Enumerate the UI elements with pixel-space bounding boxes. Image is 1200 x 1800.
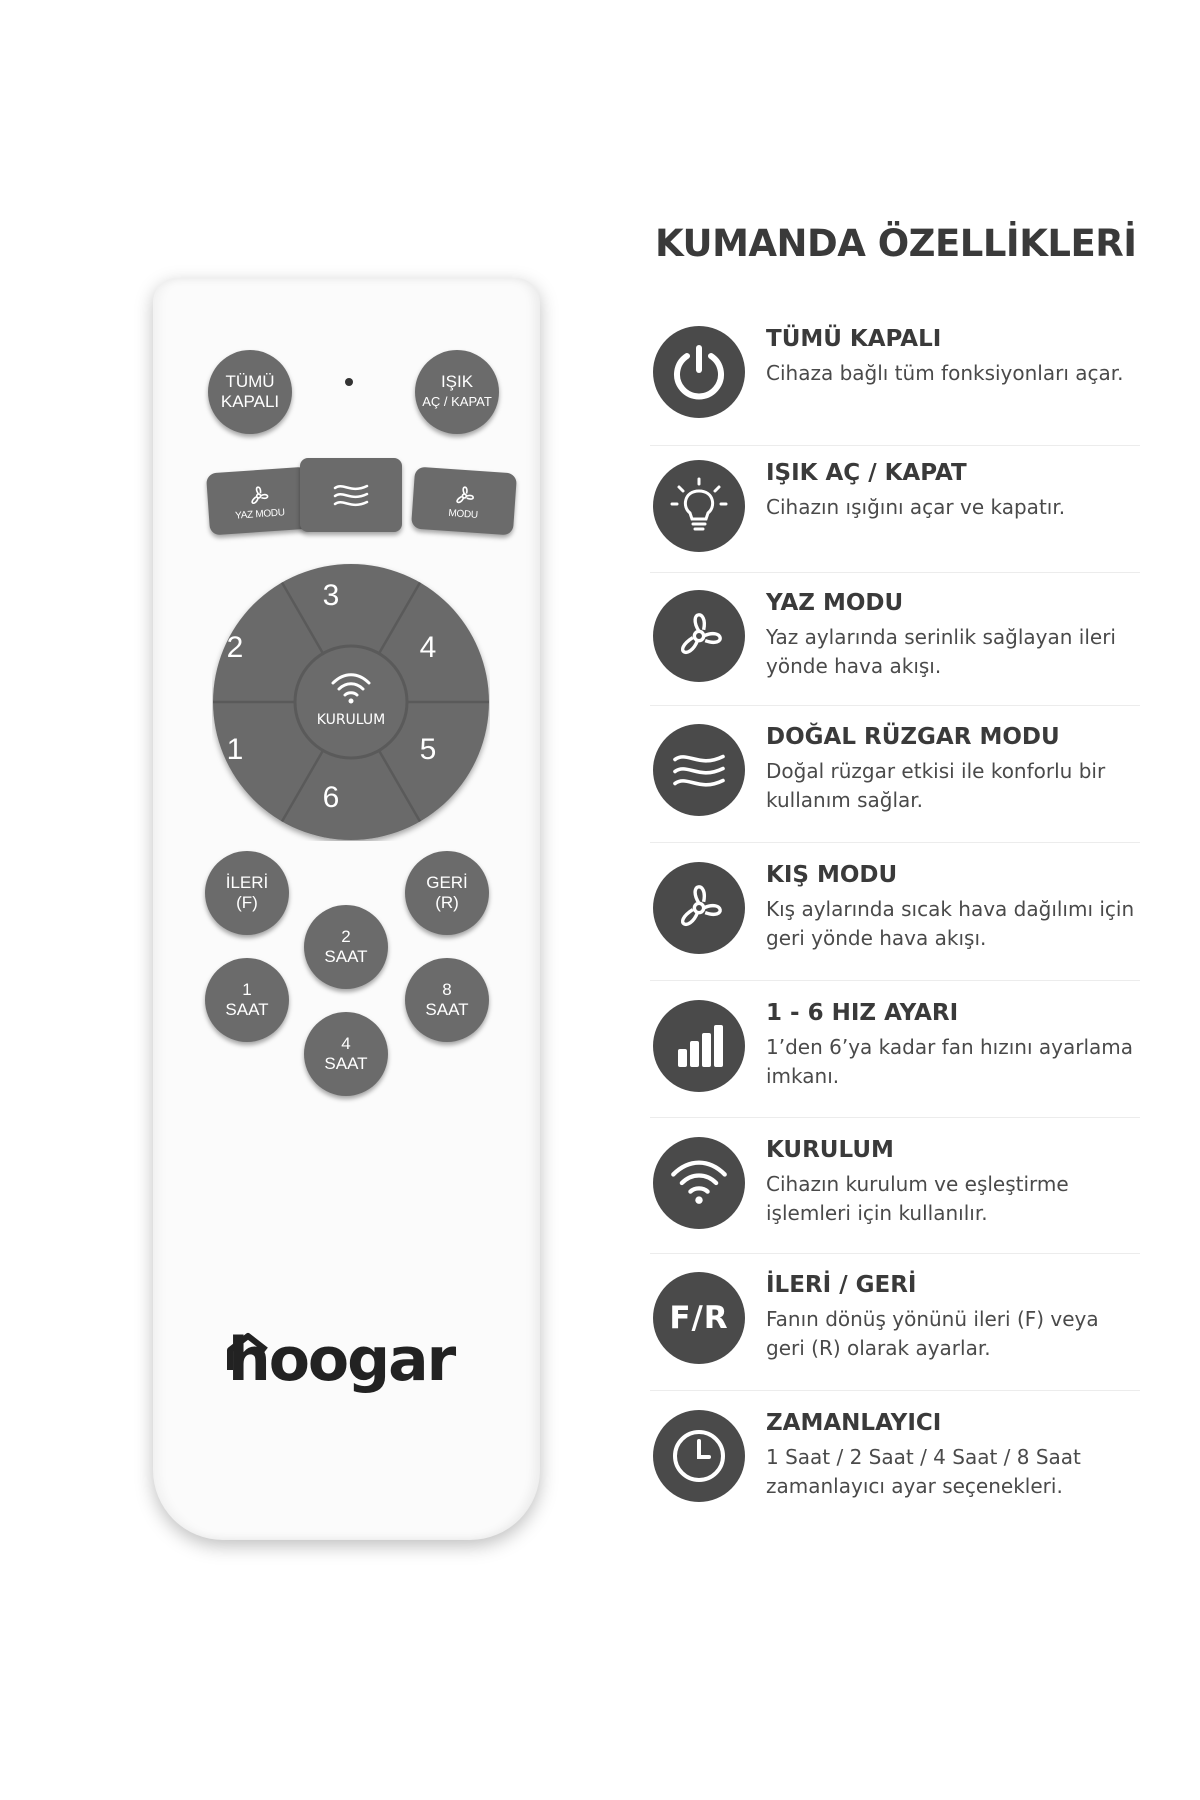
- timer-1h-num: 1: [242, 980, 252, 999]
- timer-4h-num: 4: [341, 1034, 351, 1053]
- speed-3-button[interactable]: 3: [322, 579, 340, 612]
- divider: [650, 1117, 1140, 1118]
- feature-desc: Cihazın kurulum ve eşleştirme işlemleri için kullanılır.: [766, 1172, 1069, 1225]
- feature-desc: 1 Saat / 2 Saat / 4 Saat / 8 Saat zamanlayıcı ayar seçenekleri.: [766, 1445, 1081, 1498]
- page-title: KUMANDA ÖZELLİKLERİ: [655, 222, 1137, 265]
- fr-icon: [653, 1272, 745, 1364]
- divider: [650, 705, 1140, 706]
- feature-desc: 1’den 6’ya kadar fan hızını ayarlama imkanı.: [766, 1035, 1133, 1088]
- light-label-2: AÇ / KAPAT: [422, 394, 492, 409]
- timer-2h-num: 2: [341, 927, 351, 946]
- all-off-label-2: KAPALI: [220, 392, 280, 411]
- winter-mode-button[interactable]: [411, 467, 517, 536]
- divider: [650, 1390, 1140, 1391]
- speed-1-button[interactable]: 1: [226, 733, 244, 766]
- feature-title: KIŞ MODU: [766, 862, 898, 888]
- fan-icon: [245, 482, 273, 510]
- wind-icon: [653, 724, 745, 816]
- reverse-button[interactable]: [405, 851, 489, 935]
- divider: [650, 842, 1140, 843]
- timer-1h-button[interactable]: [205, 958, 289, 1042]
- speed-bars-icon: [653, 1000, 745, 1092]
- summer-mode-button[interactable]: [206, 467, 312, 536]
- indicator-led: [345, 378, 353, 386]
- brand-logo: hoogar: [228, 1325, 455, 1395]
- forward-label-2: (F): [236, 893, 258, 912]
- forward-button[interactable]: [205, 851, 289, 935]
- all-off-label-1: TÜMÜ: [225, 372, 275, 391]
- power-icon: [653, 326, 745, 418]
- lightbulb-icon: [653, 460, 745, 552]
- speed-2-button[interactable]: 2: [226, 631, 244, 664]
- feature-desc: Fanın dönüş yönünü ileri (F) veya geri (R) olarak ayarlar.: [766, 1307, 1099, 1360]
- speed-5-button[interactable]: 5: [419, 733, 437, 766]
- natural-wind-button[interactable]: [300, 458, 402, 532]
- light-toggle-button[interactable]: [415, 350, 499, 434]
- timer-2h-unit: SAAT: [324, 947, 368, 966]
- speed-6-button[interactable]: 6: [322, 781, 340, 814]
- reverse-label-2: (R): [435, 893, 459, 912]
- fan-icon: [653, 590, 745, 682]
- timer-4h-unit: SAAT: [324, 1054, 368, 1073]
- forward-label-1: İLERİ: [225, 873, 269, 892]
- wifi-icon: [330, 671, 372, 707]
- fr-icon-text: F/R: [669, 1300, 729, 1336]
- summer-mode-label: YAZ MODU: [234, 506, 286, 522]
- feature-desc: Kış aylarında sıcak hava dağılımı için geri yönde hava akışı.: [766, 897, 1135, 950]
- feature-desc: Cihazın ışığını açar ve kapatır.: [766, 495, 1066, 519]
- clock-icon: [653, 1410, 745, 1502]
- divider: [650, 1253, 1140, 1254]
- fan-icon: [653, 862, 745, 954]
- feature-title: TÜMÜ KAPALI: [766, 326, 942, 352]
- feature-title: IŞIK AÇ / KAPAT: [766, 460, 967, 486]
- speed-4-button[interactable]: 4: [419, 631, 437, 664]
- timer-8h-button[interactable]: [405, 958, 489, 1042]
- feature-title: 1 - 6 HIZ AYARI: [766, 1000, 959, 1026]
- feature-title: DOĞAL RÜZGAR MODU: [766, 724, 1060, 750]
- feature-title: İLERİ / GERİ: [766, 1272, 917, 1298]
- wifi-icon: [653, 1137, 745, 1229]
- feature-title: YAZ MODU: [766, 590, 904, 616]
- winter-mode-label: MODU: [448, 507, 479, 521]
- fan-icon: [451, 482, 479, 510]
- light-label-1: IŞIK: [440, 372, 474, 391]
- wind-icon: [331, 480, 371, 510]
- divider: [650, 572, 1140, 573]
- timer-8h-unit: SAAT: [425, 1000, 469, 1019]
- timer-8h-num: 8: [442, 980, 452, 999]
- timer-2h-button[interactable]: [304, 905, 388, 989]
- timer-1h-unit: SAAT: [225, 1000, 269, 1019]
- divider: [650, 445, 1140, 446]
- feature-desc: Cihaza bağlı tüm fonksiyonları açar.: [766, 361, 1124, 385]
- setup-button-label[interactable]: KURULUM: [316, 712, 386, 728]
- timer-4h-button[interactable]: [304, 1012, 388, 1096]
- divider: [650, 980, 1140, 981]
- reverse-label-1: GERİ: [426, 873, 468, 892]
- speed-dial[interactable]: [212, 563, 490, 841]
- feature-title: ZAMANLAYICI: [766, 1410, 942, 1436]
- feature-desc: Doğal rüzgar etkisi ile konforlu bir kullanım sağlar.: [766, 759, 1106, 812]
- feature-title: KURULUM: [766, 1137, 894, 1163]
- feature-desc: Yaz aylarında serinlik sağlayan ileri yönde hava akışı.: [766, 625, 1116, 678]
- all-off-button[interactable]: [208, 350, 292, 434]
